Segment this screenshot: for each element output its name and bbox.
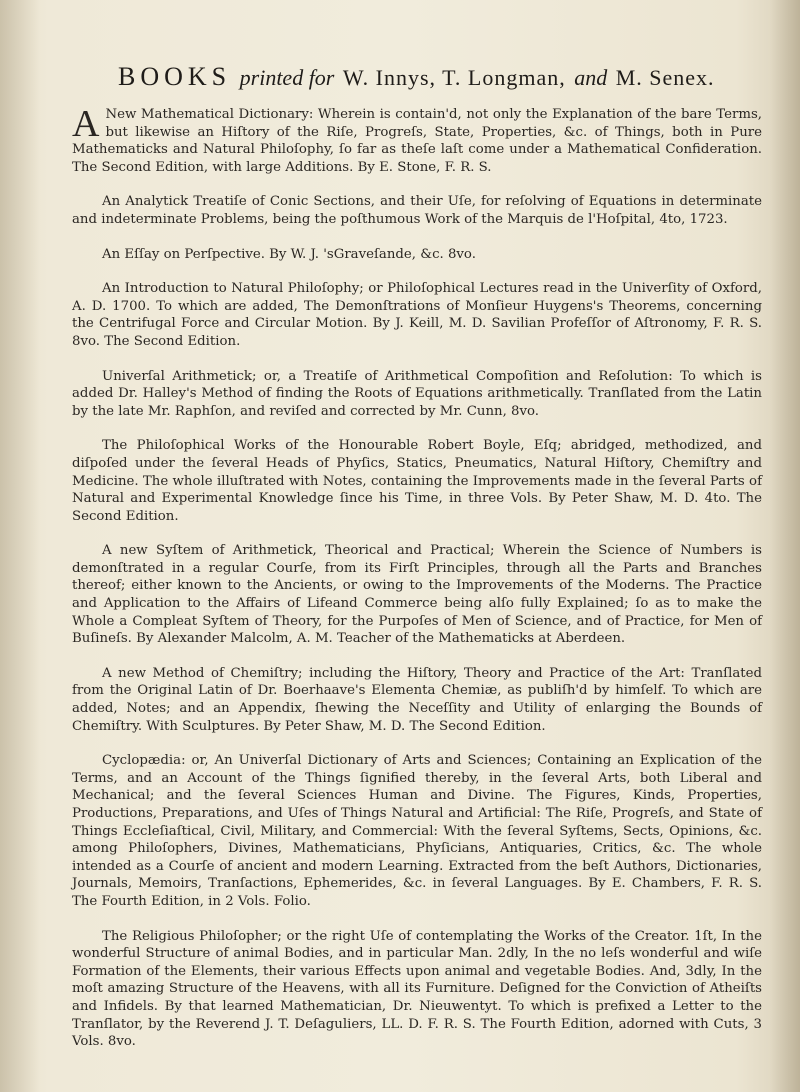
- book-entry: The Religious Philoſopher; or the right Uſe of contemplating the Works of the Creator. 1ſt, In the wonderful Structure of animal Bodies, and in particular Man. 2dly, In the no leſs wonderful and wiſe Formation of the Elements, their various Effects upon animal and vegetable Bodies. And, 3dly, In the moſt amazing Structure of the Heavens, with all its Furniture. Deſigned for the Conviction of Atheiſts and Infidels. By that learned Mathematician, Dr. Nieuwentyt. To which is prefixed a Letter to the Tranſlator, by the Reverend J. T. Deſaguliers, LL. D. F. R. S. The Fourth Edition, adorned with Cuts, 3 Vols. 8vo.: [72, 928, 762, 1050]
- header-books: BOOKS: [118, 62, 232, 91]
- header-last-publisher: M. Senex.: [615, 65, 715, 90]
- book-entry: The Philoſophical Works of the Honourable Robert Boyle, Eſq; abridged, methodized, and diſpoſed under the ſeveral Heads of Phyſics, Statics, Pneumatics, Natural Hiſtory, Chemiſtry and Medicine. The whole illuſtrated with Notes, containing the Improvements made in the ſeveral Parts of Natural and Experimental Knowledge ſince his Time, in three Vols. By Peter Shaw, M. D. 4to. The Second Edition.: [72, 438, 762, 524]
- header-publishers: W. Innys, T. Longman,: [342, 65, 566, 90]
- book-entry: An Analytick Treatiſe of Conic Sections, and their Uſe, for reſolving of Equations in determinate and indeterminate Problems, being the poſthumous Work of the Marquis de l'Hoſpital, 4to, 1723.: [72, 194, 762, 227]
- header-printed-for: printed for: [239, 65, 335, 90]
- advertisement-text: [72, 62, 762, 1068]
- page-header: [118, 62, 762, 92]
- book-entry: [72, 103, 762, 176]
- book-entry: An Eſſay on Perſpective. By W. J. 'sGraveſande, &c. 8vo.: [102, 246, 476, 262]
- book-entry: Cyclopædia: or, An Univerſal Dictionary of Arts and Sciences; Containing an Explication of the Terms, and an Account of the Things ſignified thereby, in the ſeveral Arts, both Liberal and Mechanical; and the ſeveral Sciences Human and Divine. The Figures, Kinds, Properties, Productions, Preparations, and Uſes of Things Natural and Artificial: The Riſe, Progreſs, and State of Things Eccleſiaſtical, Civil, Military, and Commercial: With the ſeveral Syſtems, Sects, Opinions, &c. among Philoſophers, Divines, Mathematicians, Phyſicians, Antiquaries, Critics, &c. The whole intended as a Courſe of ancient and modern Learning. Extracted from the beſt Authors, Dictionaries, Journals, Memoirs, Tranſactions, Ephemerides, &c. in ſeveral Languages. By E. Chambers, F. R. S. The Fourth Edition, in 2 Vols. Folio.: [72, 753, 762, 909]
- book-entry-text: New Mathematical Dictionary: Wherein is contain'd, not only the Explanation of the bare Terms, but likewise an Hiſtory of the Riſe, Progreſs, State, Properties, &c. of Things, both in Pure Mathematicks and Natural Philoſophy, ſo far as theſe laſt come under a Mathematical Confideration. The Second Edition, with large Additions. By E. Stone, F. R. S.: [72, 107, 762, 175]
- dropcap: A: [72, 103, 100, 145]
- book-entry: Univerſal Arithmetick; or, a Treatiſe of Arithmetical Compoſition and Reſolution: To which is added Dr. Halley's Method of finding the Roots of Equations arithmetically. Tranſlated from the Latin by the late Mr. Raphſon, and reviſed and corrected by Mr. Cunn, 8vo.: [72, 368, 762, 419]
- book-entry: A new Syſtem of Arithmetick, Theorical and Practical; Wherein the Science of Numbers is demonſtrated in a regular Courſe, from its Firſt Principles, through all the Parts and Branches thereof; either known to the Ancients, or owing to the Improvements of the Moderns. The Practice and Application to the Affairs of Lifeand Commerce being alſo fully Explained; ſo as to make the Whole a Compleat Syſtem of Theory, for the Purpoſes of Men of Science, and of Practice, for Men of Buſineſs. By Alexander Malcolm, A. M. Teacher of the Mathematicks at Aberdeen.: [72, 543, 762, 647]
- book-entry: An Introduction to Natural Philoſophy; or Philoſophical Lectures read in the Univerſity of Oxford, A. D. 1700. To which are added, The Demonſtrations of Monſieur Huygens's Theorems, concerning the Centrifugal Force and Circular Motion. By J. Keill, M. D. Savilian Profeſſor of Aſtronomy, F. R. S. 8vo. The Second Edition.: [72, 281, 762, 349]
- book-entry: A new Method of Chemiſtry; including the Hiſtory, Theory and Practice of the Art: Tranſlated from the Original Latin of Dr. Boerhaave's Elementa Chemiæ, as publiſh'd by himſelf. To which are added, Notes; and an Appendix, ſhewing the Neceſſity and Utility of enlarging the Bounds of Chemiſtry. With Sculptures. By Peter Shaw, M. D. The Second Edition.: [72, 665, 762, 734]
- page-gutter-shadow: [0, 0, 40, 1092]
- header-and: and: [574, 65, 608, 90]
- page-edge-shadow: [770, 0, 800, 1092]
